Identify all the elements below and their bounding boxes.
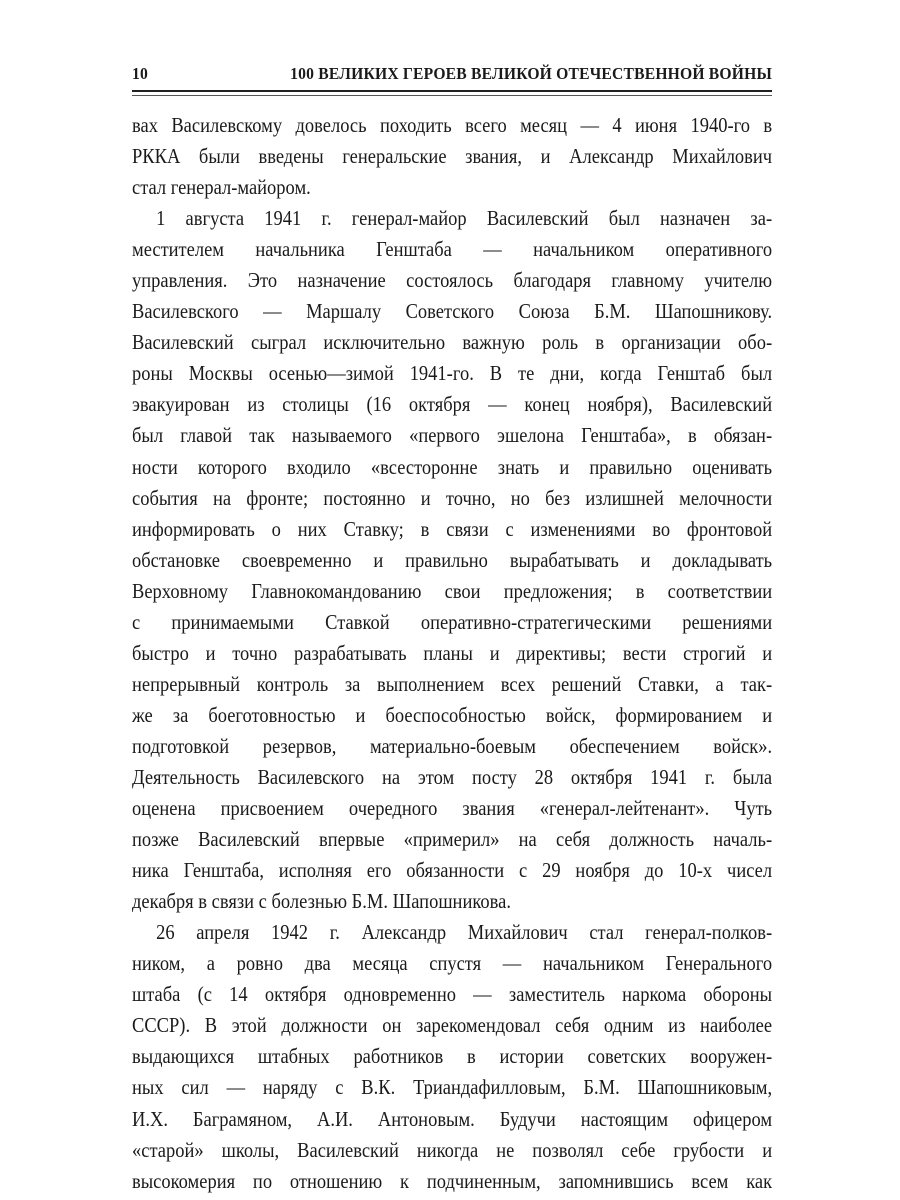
text-line: же за боеготовностью и боеспособностью войск, формированием и: [132, 702, 773, 727]
text-line: непрерывный контроль за выполнением всех решений Ставки, а так-: [132, 671, 773, 696]
text-line: вах Василевскому довелось походить всего месяц — 4 июня 1940-го в: [132, 113, 773, 137]
text-line: оценена присвоением очередного звания «генерал-лейтенант». Чуть: [132, 796, 773, 821]
header-double-rule: [132, 90, 772, 96]
text-line: штаба (с 14 октября одновременно — заместитель наркома обороны: [132, 982, 773, 1007]
text-line: РККА были введены генеральские звания, и Александр Михайлович: [132, 144, 773, 169]
text-line: эвакуирован из столицы (16 октября — конец ноября), Василевский: [132, 392, 773, 417]
text-line: декабря в связи с болезнью Б.М. Шапошникова.: [132, 889, 511, 914]
text-line: И.Х. Баграмяном, А.И. Антоновым. Будучи настоящим офицером: [132, 1106, 773, 1131]
text-line: был главой так называемого «первого эшелона Генштаба», в обязан-: [132, 423, 773, 448]
text-line: Деятельность Василевского на этом посту 28 октября 1941 г. была: [132, 764, 773, 789]
text-line: быстро и точно разрабатывать планы и директивы; вести строгий и: [132, 640, 773, 665]
text-line: Василевского — Маршалу Советского Союза Б.М. Шапошникову.: [132, 299, 773, 324]
text-line: ника Генштаба, исполняя его обязанности с 29 ноября до 10-х чисел: [132, 858, 773, 883]
text-line: позже Василевский впервые «примерил» на себя должность началь-: [132, 827, 773, 852]
text-line: местителем начальника Генштаба — начальником оперативного: [132, 237, 773, 262]
text-line: информировать о них Ставку; в связи с изменениями во фронтовой: [132, 516, 773, 541]
text-line: СССР). В этой должности он зарекомендовал себя одним из наиболее: [132, 1013, 773, 1038]
paragraph-first-line: 1 августа 1941 г. генерал-майор Василевский был назначен за-: [156, 206, 773, 231]
text-line: высокомерия по отношению к подчиненным, запомнившись всем как: [132, 1168, 773, 1193]
text-line: ности которого входило «всесторонне знать и правильно оценивать: [132, 454, 773, 479]
text-line: выдающихся штабных работников в истории советских вооружен-: [132, 1044, 773, 1069]
text-line: Василевский сыграл исключительно важную роль в организации обо-: [132, 330, 773, 355]
text-line: управления. Это назначение состоялось благодаря главному учителю: [132, 268, 773, 293]
book-title: 100 ВЕЛИКИХ ГЕРОЕВ ВЕЛИКОЙ ОТЕЧЕСТВЕННОЙ ВОЙНЫ: [290, 64, 773, 83]
text-line: события на фронте; постоянно и точно, но без излишней мелочности: [132, 485, 773, 510]
text-line: стал генерал-майором.: [132, 175, 311, 200]
text-line: обстановке своевременно и правильно вырабатывать и докладывать: [132, 547, 773, 572]
page-number: 10: [132, 64, 149, 83]
text-line: ных сил — наряду с В.К. Триандафилловым, Б.М. Шапошниковым,: [132, 1075, 773, 1100]
book-page: [132, 62, 772, 1197]
text-line: «старой» школы, Василевский никогда не позволял себе грубости и: [132, 1137, 773, 1162]
paragraph-first-line: 26 апреля 1942 г. Александр Михайлович стал генерал-полков-: [156, 920, 773, 945]
text-line: роны Москвы осенью—зимой 1941-го. В те дни, когда Генштаб был: [132, 361, 773, 386]
running-header: [132, 62, 772, 86]
text-line: Верховному Главнокомандованию свои предложения; в соответствии: [132, 578, 773, 603]
text-line: подготовкой резервов, материально-боевым обеспечением войск».: [132, 733, 773, 758]
text-line: с принимаемыми Ставкой оперативно-стратегическими решениями: [132, 609, 773, 634]
body-text: [132, 110, 772, 1197]
text-line: ником, а ровно два месяца спустя — начальником Генерального: [132, 951, 773, 976]
